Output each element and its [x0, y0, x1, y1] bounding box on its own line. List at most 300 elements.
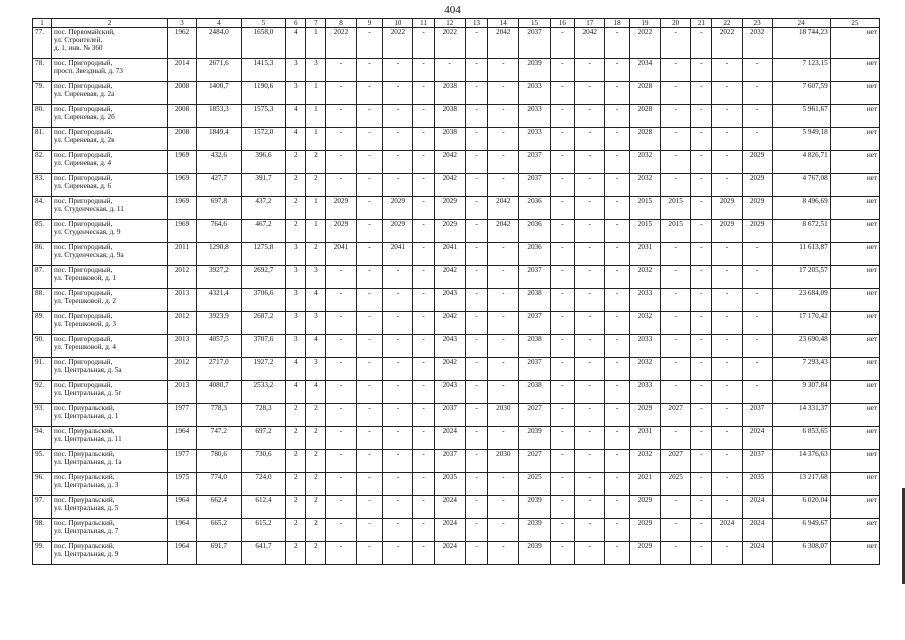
address-cell: пос. Пригородный, ул. Сиреневая, д. 4 — [51, 151, 167, 174]
table-body — [33, 28, 880, 565]
table-cell: - — [356, 519, 383, 542]
table-cell: - — [742, 105, 772, 128]
table-row — [33, 105, 880, 128]
table-cell: 2029 — [629, 542, 660, 565]
table-cell: 2 — [286, 473, 306, 496]
column-header: 21 — [691, 19, 712, 28]
table-cell: - — [605, 266, 630, 289]
table-cell: 2041 — [326, 243, 356, 266]
table-row — [33, 542, 880, 565]
table-cell: - — [742, 312, 772, 335]
table-cell: 2029 — [712, 220, 742, 243]
row-number-cell: 79. — [33, 82, 52, 105]
table-cell: 2671,6 — [197, 59, 242, 82]
row-number-cell: 88. — [33, 289, 52, 312]
table-cell: 2033 — [519, 128, 550, 151]
table-cell: 2 — [306, 496, 326, 519]
table-cell: - — [326, 105, 356, 128]
table-cell: 1969 — [168, 174, 197, 197]
address-cell: пос. Пригородный, ул. Центральная, д. 5а — [51, 358, 167, 381]
table-cell: 6 020,04 — [772, 496, 830, 519]
table-cell: 2041 — [383, 243, 413, 266]
row-number-cell: 87. — [33, 266, 52, 289]
table-cell: - — [661, 312, 691, 335]
table-cell: - — [661, 289, 691, 312]
table-cell: - — [550, 128, 575, 151]
column-header: 15 — [519, 19, 550, 28]
table-cell: 1415,3 — [241, 59, 286, 82]
table-cell: - — [712, 312, 742, 335]
table-cell: - — [326, 404, 356, 427]
table-cell: - — [661, 128, 691, 151]
table-cell: - — [661, 59, 691, 82]
table-cell: - — [550, 82, 575, 105]
table-cell: - — [605, 519, 630, 542]
table-cell: - — [550, 151, 575, 174]
table-row — [33, 82, 880, 105]
column-header: 12 — [434, 19, 465, 28]
table-cell: 2032 — [629, 266, 660, 289]
table-cell: 2027 — [661, 404, 691, 427]
table-cell: 2037 — [742, 404, 772, 427]
table-cell: - — [605, 404, 630, 427]
table-cell: - — [356, 381, 383, 404]
table-cell: - — [742, 335, 772, 358]
table-cell: нет — [830, 519, 879, 542]
table-cell: 2038 — [434, 128, 465, 151]
table-cell: 2025 — [519, 473, 550, 496]
table-cell: 4321,4 — [197, 289, 242, 312]
table-cell: - — [575, 59, 605, 82]
table-cell: 1190,6 — [241, 82, 286, 105]
table-cell: - — [575, 82, 605, 105]
table-cell: - — [465, 59, 487, 82]
table-cell: 4 — [286, 105, 306, 128]
table-cell: 2030 — [488, 404, 519, 427]
table-cell: - — [691, 381, 712, 404]
table-cell: - — [356, 335, 383, 358]
table-cell: 2 — [306, 243, 326, 266]
table-cell: нет — [830, 128, 879, 151]
column-header: 17 — [575, 19, 605, 28]
table-cell: - — [434, 59, 465, 82]
table-cell: - — [356, 473, 383, 496]
table-cell: - — [465, 82, 487, 105]
table-cell: 1849,4 — [197, 128, 242, 151]
column-header: 14 — [488, 19, 519, 28]
table-cell: 2008 — [168, 82, 197, 105]
table-cell: - — [575, 358, 605, 381]
table-cell: - — [575, 220, 605, 243]
table-cell: - — [550, 450, 575, 473]
table-cell: 2 — [306, 174, 326, 197]
table-cell: 4 826,71 — [772, 151, 830, 174]
table-cell: - — [488, 381, 519, 404]
row-number-cell: 98. — [33, 519, 52, 542]
table-cell: - — [575, 289, 605, 312]
table-row — [33, 312, 880, 335]
address-cell: пос. Приуральский, ул. Центральная, д. 1 — [51, 404, 167, 427]
table-cell: 2022 — [383, 28, 413, 59]
table-cell: нет — [830, 450, 879, 473]
table-cell: 2032 — [629, 151, 660, 174]
table-cell: - — [413, 243, 434, 266]
table-cell: 2028 — [629, 128, 660, 151]
table-cell: - — [712, 473, 742, 496]
table-cell: - — [356, 450, 383, 473]
table-cell: 2717,0 — [197, 358, 242, 381]
table-cell: 2029 — [629, 519, 660, 542]
table-cell: 2038 — [434, 105, 465, 128]
table-cell: 14 331,37 — [772, 404, 830, 427]
table-cell: - — [488, 289, 519, 312]
table-row — [33, 450, 880, 473]
table-cell: - — [383, 59, 413, 82]
table-row — [33, 289, 880, 312]
table-cell: 2029 — [326, 197, 356, 220]
table-cell: - — [356, 28, 383, 59]
table-cell: - — [605, 473, 630, 496]
column-header: 4 — [197, 19, 242, 28]
table-cell: 2013 — [168, 289, 197, 312]
table-cell: 3706,6 — [241, 289, 286, 312]
table-cell: 2043 — [434, 381, 465, 404]
table-cell: 747,2 — [197, 427, 242, 450]
table-cell: 2 — [306, 473, 326, 496]
table-cell: 2 — [306, 404, 326, 427]
row-number-cell: 85. — [33, 220, 52, 243]
table-cell: - — [356, 220, 383, 243]
table-cell: 2022 — [712, 28, 742, 59]
row-number-cell: 86. — [33, 243, 52, 266]
table-cell: нет — [830, 496, 879, 519]
table-cell: 2 — [286, 542, 306, 565]
table-cell: 2029 — [383, 197, 413, 220]
table-cell: 2032 — [629, 312, 660, 335]
table-cell: - — [742, 59, 772, 82]
table-cell: - — [326, 128, 356, 151]
table-cell: 2 — [306, 450, 326, 473]
table-cell: нет — [830, 335, 879, 358]
table-cell: 641,7 — [241, 542, 286, 565]
table-row — [33, 151, 880, 174]
row-number-cell: 84. — [33, 197, 52, 220]
table-cell: - — [550, 220, 575, 243]
table-cell: - — [465, 105, 487, 128]
table-cell: 2029 — [434, 197, 465, 220]
table-cell: - — [488, 519, 519, 542]
table-cell: 2 — [286, 519, 306, 542]
table-cell: - — [661, 151, 691, 174]
table-row — [33, 220, 880, 243]
table-cell: - — [661, 243, 691, 266]
table-cell: - — [356, 174, 383, 197]
column-header: 3 — [168, 19, 197, 28]
table-cell: - — [712, 59, 742, 82]
table-cell: 2038 — [519, 381, 550, 404]
table-cell: 3 — [286, 59, 306, 82]
table-cell: 2 — [286, 496, 306, 519]
column-header: 9 — [356, 19, 383, 28]
table-cell: 2042 — [434, 266, 465, 289]
table-cell: 2029 — [742, 197, 772, 220]
table-cell: 2029 — [742, 220, 772, 243]
table-cell: - — [550, 496, 575, 519]
table-cell: 3 — [306, 59, 326, 82]
row-number-cell: 90. — [33, 335, 52, 358]
table-cell: - — [356, 404, 383, 427]
table-cell: - — [326, 59, 356, 82]
table-cell: - — [465, 289, 487, 312]
table-cell: 9 307,84 — [772, 381, 830, 404]
table-cell: 2042 — [488, 220, 519, 243]
table-cell: - — [575, 496, 605, 519]
table-cell: - — [383, 335, 413, 358]
table-cell: - — [691, 105, 712, 128]
table-row — [33, 197, 880, 220]
table-cell: 391,7 — [241, 174, 286, 197]
column-header: 19 — [629, 19, 660, 28]
table-cell: 6 308,07 — [772, 542, 830, 565]
table-cell: 13 217,68 — [772, 473, 830, 496]
table-cell: 2034 — [629, 59, 660, 82]
table-cell: нет — [830, 473, 879, 496]
table-cell: - — [550, 358, 575, 381]
table-cell: 2035 — [742, 473, 772, 496]
table-cell: 2033 — [519, 82, 550, 105]
table-cell: - — [326, 312, 356, 335]
address-cell: пос. Пригородный, ул. Студенческая, д. 11 — [51, 197, 167, 220]
table-cell: - — [575, 473, 605, 496]
table-cell: - — [661, 519, 691, 542]
table-cell: 2038 — [519, 335, 550, 358]
table-cell: 2039 — [519, 542, 550, 565]
table-cell: - — [326, 542, 356, 565]
table-row — [33, 496, 880, 519]
table-cell: - — [383, 473, 413, 496]
table-cell: 2024 — [434, 519, 465, 542]
table-cell: - — [691, 335, 712, 358]
table-cell: - — [742, 82, 772, 105]
table-cell: - — [712, 496, 742, 519]
table-cell: - — [550, 335, 575, 358]
table-cell: - — [383, 289, 413, 312]
table-cell: - — [550, 427, 575, 450]
header-row — [33, 19, 880, 28]
table-cell: - — [550, 59, 575, 82]
table-cell: - — [356, 151, 383, 174]
table-cell: - — [712, 450, 742, 473]
table-cell: - — [691, 243, 712, 266]
table-cell: 2039 — [519, 496, 550, 519]
table-cell: - — [383, 266, 413, 289]
table-cell: 2013 — [168, 381, 197, 404]
table-row — [33, 243, 880, 266]
table-cell: - — [356, 496, 383, 519]
table-cell: - — [356, 243, 383, 266]
table-cell: 2030 — [488, 450, 519, 473]
table-cell: 2015 — [661, 197, 691, 220]
table-cell: 2037 — [434, 404, 465, 427]
table-row — [33, 519, 880, 542]
row-number-cell: 96. — [33, 473, 52, 496]
table-cell: - — [356, 358, 383, 381]
table-cell: 2 — [306, 151, 326, 174]
table-cell: 662,4 — [197, 496, 242, 519]
table-cell: 2039 — [519, 427, 550, 450]
table-cell: 3 — [286, 82, 306, 105]
table-cell: 2037 — [519, 174, 550, 197]
address-cell: пос. Пригородный, просп. Звездный, д. 73 — [51, 59, 167, 82]
address-cell: пос. Приуральский, ул. Центральная, д. 7 — [51, 519, 167, 542]
table-cell: 2022 — [434, 28, 465, 59]
table-cell: нет — [830, 151, 879, 174]
table-cell: 17 205,57 — [772, 266, 830, 289]
table-cell: - — [326, 82, 356, 105]
table-cell: 5 949,18 — [772, 128, 830, 151]
table-cell: - — [465, 197, 487, 220]
table-cell: - — [356, 82, 383, 105]
table-cell: - — [550, 28, 575, 59]
table-cell: - — [413, 450, 434, 473]
table-cell: - — [605, 151, 630, 174]
table-row — [33, 404, 880, 427]
table-cell: 1977 — [168, 404, 197, 427]
table-cell: - — [575, 427, 605, 450]
column-header: 20 — [661, 19, 691, 28]
table-cell: 14 376,63 — [772, 450, 830, 473]
table-cell: 2014 — [168, 59, 197, 82]
table-cell: - — [661, 335, 691, 358]
table-cell: нет — [830, 197, 879, 220]
address-cell: пос. Пригородный, ул. Центральная, д. 5г — [51, 381, 167, 404]
table-cell: - — [712, 381, 742, 404]
table-cell: - — [383, 496, 413, 519]
table-cell: 2036 — [519, 197, 550, 220]
table-cell: 1969 — [168, 151, 197, 174]
table-cell: - — [465, 266, 487, 289]
table-cell: 3 — [306, 266, 326, 289]
table-cell: 2037 — [519, 312, 550, 335]
address-cell: пос. Пригородный, ул. Сиреневая, д. 2в — [51, 128, 167, 151]
table-cell: - — [465, 174, 487, 197]
table-cell: - — [326, 266, 356, 289]
address-cell: пос. Пригородный, ул. Терешковой, д. 2 — [51, 289, 167, 312]
table-cell: нет — [830, 220, 879, 243]
address-cell: пос. Пригородный, ул. Терешковой, д. 3 — [51, 312, 167, 335]
table-cell: 2012 — [168, 266, 197, 289]
table-cell: - — [413, 289, 434, 312]
table-cell: - — [661, 266, 691, 289]
row-number-cell: 83. — [33, 174, 52, 197]
table-cell: 1 — [306, 105, 326, 128]
table-cell: 3707,6 — [241, 335, 286, 358]
table-cell: - — [413, 82, 434, 105]
table-cell: - — [691, 404, 712, 427]
table-row — [33, 427, 880, 450]
table-cell: 2025 — [661, 473, 691, 496]
table-cell: - — [712, 542, 742, 565]
table-cell: 780,6 — [197, 450, 242, 473]
table-cell: 3 — [286, 289, 306, 312]
table-row — [33, 335, 880, 358]
table-cell: 2036 — [519, 243, 550, 266]
table-cell: 7 123,15 — [772, 59, 830, 82]
table-cell: 2033 — [629, 335, 660, 358]
table-cell: 778,3 — [197, 404, 242, 427]
table-cell: 2 — [306, 519, 326, 542]
table-cell: - — [413, 266, 434, 289]
table-cell: - — [488, 496, 519, 519]
table-cell: - — [488, 82, 519, 105]
table-cell: - — [712, 151, 742, 174]
column-header: 18 — [605, 19, 630, 28]
table-row — [33, 174, 880, 197]
table-cell: - — [550, 404, 575, 427]
table-cell: 764,6 — [197, 220, 242, 243]
table-cell: 1 — [306, 28, 326, 59]
table-cell: - — [326, 496, 356, 519]
table-cell: 2037 — [519, 266, 550, 289]
table-cell: 2042 — [575, 28, 605, 59]
table-cell: - — [383, 381, 413, 404]
table-cell: - — [691, 151, 712, 174]
table-cell: - — [605, 82, 630, 105]
table-cell: - — [712, 358, 742, 381]
table-cell: нет — [830, 174, 879, 197]
table-cell: 2039 — [519, 59, 550, 82]
table-cell: 11 613,87 — [772, 243, 830, 266]
table-cell: - — [712, 289, 742, 312]
table-cell: - — [488, 312, 519, 335]
table-cell: - — [413, 404, 434, 427]
table-cell: - — [691, 289, 712, 312]
table-cell: - — [691, 427, 712, 450]
address-cell: пос. Пригородный, ул. Студенческая, д. 9 — [51, 220, 167, 243]
table-cell: 1964 — [168, 496, 197, 519]
table-cell: 2027 — [661, 450, 691, 473]
table-cell: 724,0 — [241, 473, 286, 496]
table-cell: - — [550, 197, 575, 220]
table-cell: - — [413, 358, 434, 381]
table-cell: - — [488, 59, 519, 82]
table-cell: 2 — [286, 450, 306, 473]
table-cell: нет — [830, 381, 879, 404]
table-cell: 2042 — [488, 28, 519, 59]
table-cell: - — [383, 312, 413, 335]
table-cell: 2015 — [661, 220, 691, 243]
table-cell: - — [691, 82, 712, 105]
table-cell: 6 853,65 — [772, 427, 830, 450]
table-cell: 2 — [286, 220, 306, 243]
table-cell: 2037 — [519, 358, 550, 381]
table-cell: - — [326, 289, 356, 312]
table-cell: 3923,9 — [197, 312, 242, 335]
table-cell: - — [413, 151, 434, 174]
table-cell: 2 — [286, 197, 306, 220]
table-cell: 2031 — [629, 243, 660, 266]
table-cell: - — [712, 128, 742, 151]
table-cell: - — [465, 427, 487, 450]
table-cell: 730,6 — [241, 450, 286, 473]
table-cell: 1400,7 — [197, 82, 242, 105]
table-cell: - — [712, 266, 742, 289]
table-cell: нет — [830, 427, 879, 450]
table-cell: 4 — [286, 128, 306, 151]
table-cell: 2012 — [168, 312, 197, 335]
table-cell: 4 — [306, 289, 326, 312]
table-cell: - — [550, 266, 575, 289]
